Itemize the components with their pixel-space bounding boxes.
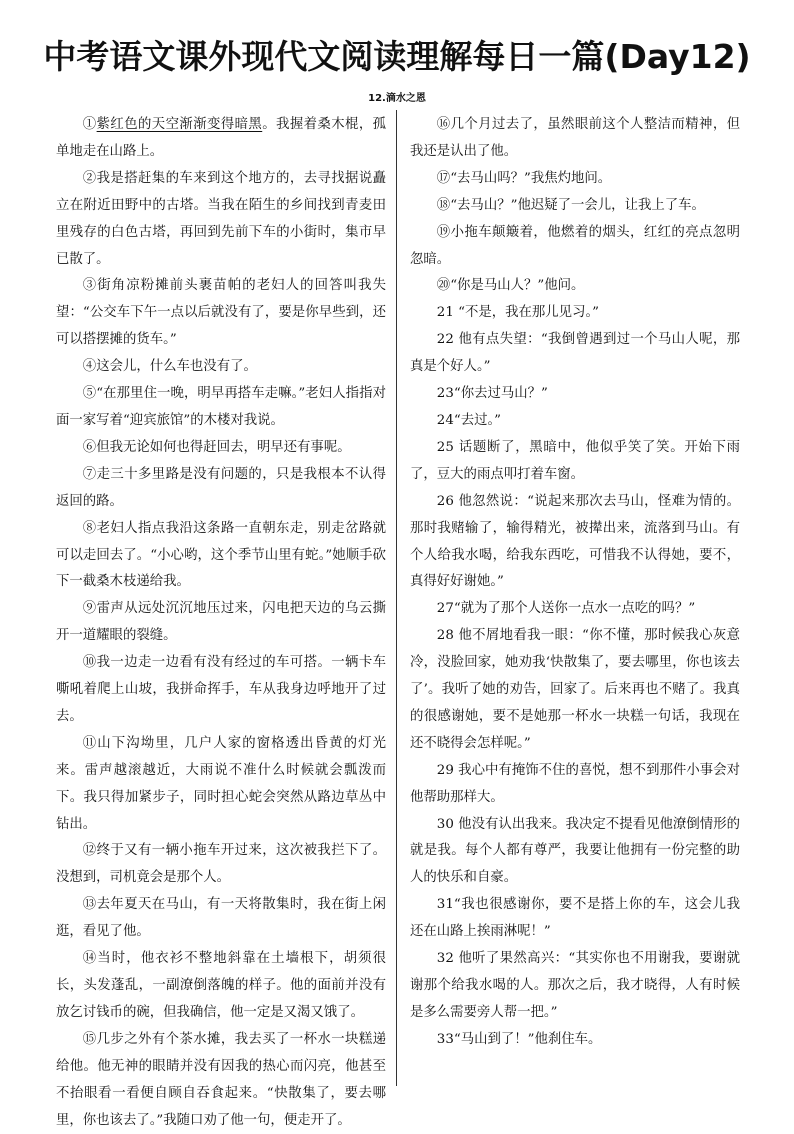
paragraph — [410, 166, 740, 193]
paragraph-text: “在那里住一晚，明早再搭车走嘛。”老妇人指指对面一家写着“迎宾旅馆”的木楼对我说。 — [56, 386, 386, 428]
paragraph-text: “我也很感谢你，要不是搭上你的车，这会儿我还在山路上挨雨淋呢！” — [410, 897, 740, 940]
paragraph-number: ⑨ — [82, 601, 97, 617]
paragraph — [56, 354, 386, 381]
paragraph-text: “你去过马山？” — [453, 386, 548, 402]
paragraph-number: 33 — [436, 1031, 454, 1047]
paragraph — [410, 300, 740, 327]
paragraph-text: 小拖车颠簸着，他燃着的烟头，红红的亮点忽明忽暗。 — [410, 224, 741, 267]
paragraph-text: 但我无论如何也得赶回去，明早还有事呢。 — [96, 439, 351, 455]
paragraph — [56, 892, 386, 946]
paragraph-text: 终于又有一辆小拖车开过来，这次被我拦下了。没想到，司机竟会是那个人。 — [56, 843, 387, 886]
paragraph-text: “你是马山人？”他问。 — [450, 278, 585, 294]
paragraph-number: ⑫ — [82, 843, 97, 859]
paragraph-number: ⑰ — [436, 170, 451, 186]
paragraph-text: 街角凉粉摊前头裹苗帕的老妇人的回答叫我失望：“公交车下午一点以后就没有了，要是你早些到，还可以搭摆摊的货车。” — [56, 278, 387, 348]
paragraph — [410, 489, 740, 597]
paragraph-number: ⑱ — [436, 197, 451, 213]
paragraph — [56, 516, 386, 597]
paragraph-number: ⑧ — [82, 520, 97, 536]
paragraph-number: 24 — [436, 412, 454, 428]
paragraph-number: 23 — [436, 386, 454, 402]
paragraph-text: 几个月过去了，虽然眼前这个人整洁而精神，但我还是认出了他。 — [410, 117, 741, 159]
paragraph — [410, 812, 740, 893]
page-title: 中考语文课外现代文阅读理解每日一篇(Day12) — [43, 37, 751, 76]
paragraph — [410, 220, 740, 274]
paragraph — [410, 327, 740, 381]
paragraph-number: 29 — [436, 762, 459, 778]
paragraph-number: 22 — [436, 332, 459, 348]
paragraph — [56, 112, 386, 166]
paragraph-number: ⑥ — [82, 439, 97, 455]
paragraph-number: ⑬ — [82, 897, 97, 913]
paragraph — [410, 408, 740, 435]
article-title: 12.滴水之恩 — [368, 93, 426, 104]
paragraph-text: 他不屑地看我一眼：“你不懂，那时候我心灰意冷，没脸回家，她劝我‘快散集了，要去哪里，你也该去了’。我听了她的劝告，回家了。后来再也不赌了。我真的很感谢她，要不是她那一杯水一块糕一句话，我现在还不晓得会怎样呢。” — [410, 628, 740, 751]
paragraph-text: 他没有认出我来。我决定不提看见他潦倒情形的就是我。每个人都有尊严，我要让他拥有一份完整的助人的快乐和自豪。 — [410, 816, 741, 886]
paragraph — [410, 193, 740, 220]
paragraph — [56, 731, 386, 839]
paragraph-number: ⑮ — [82, 1031, 97, 1047]
underlined-sentence: 紫红色的天空渐渐变得暗黑 — [96, 117, 263, 132]
paragraph — [410, 596, 740, 623]
paragraph — [56, 946, 386, 1027]
paragraph-text: “去过。” — [453, 412, 502, 428]
paragraph-number: 28 — [436, 628, 459, 644]
paragraph-text: 我一边走一边看有没有经过的车可搭。一辆卡车嘶吼着爬上山坡，我拼命挥手，车从我身边呼地开了过去。 — [56, 655, 387, 724]
paragraph-text: 我心中有掩饰不住的喜悦，想不到那件小事会对他帮助那样大。 — [410, 762, 741, 805]
paragraph-text: 他有点失望：“我倒曾遇到过一个马山人呢，那真是个好人。” — [410, 332, 740, 375]
paragraph-number: ① — [82, 117, 97, 132]
paragraph-text: 他听了果然高兴：“其实你也不用谢我，要谢就谢那个给我水喝的人。那次之后，我才晓得，人有时候是多么需要旁人帮一把。” — [410, 951, 740, 1020]
paragraph-text: “马山到了！”他刹住车。 — [453, 1031, 602, 1047]
paragraph-number: ② — [82, 170, 97, 186]
paragraph-text: “就为了那个人送你一点水一点吃的吗？” — [453, 601, 696, 617]
paragraph — [410, 1027, 740, 1054]
paragraph-number: 32 — [436, 951, 459, 967]
paragraph — [56, 273, 386, 354]
paragraph — [56, 1027, 386, 1134]
paragraph — [56, 435, 386, 462]
paragraph-number: ⑦ — [82, 466, 97, 482]
paragraph — [56, 166, 386, 274]
paragraph — [56, 596, 386, 650]
paragraph-number: ⑯ — [436, 117, 451, 132]
paragraph — [410, 623, 740, 758]
paragraph-number: 26 — [436, 493, 459, 509]
paragraph — [410, 435, 740, 489]
paragraph-text: 我是搭赶集的车来到这个地方的，去寻找据说矗立在附近田野中的古塔。当我在陌生的乡间找到青麦田里残存的白色古塔，再回到先前下车的小街时，集市早已散了。 — [56, 170, 387, 267]
paragraph — [410, 273, 740, 300]
paragraph — [410, 758, 740, 812]
paragraph — [56, 650, 386, 731]
paragraph-text: “不是，我在那儿见习。” — [458, 305, 599, 321]
paragraph — [56, 381, 386, 435]
paragraph — [410, 112, 740, 166]
paragraph-number: ⑲ — [436, 224, 451, 240]
paragraph-text: 几步之外有个茶水摊，我去买了一杯水一块糕递给他。他无神的眼睛并没有因我的热心而闪亮，他甚至不抬眼看一看便自顾自吞食起来。“快散集了，要去哪里，你也该去了。”我随口劝了他一句，便走开了。 — [56, 1031, 387, 1128]
right-column — [410, 112, 740, 1054]
paragraph-number: 31 — [436, 897, 454, 913]
paragraph-text: 他忽然说：“说起来那次去马山，怪难为情的。那时我赌输了，输得精光，被撵出来，流落到马山。有个人给我水喝，给我东西吃，可惜我不认得她，要不，真得好好谢她。” — [410, 493, 740, 590]
paragraph-text: 去年夏天在马山，有一天将散集时，我在街上闲逛，看见了他。 — [56, 897, 387, 940]
paragraph-number: 27 — [436, 601, 454, 617]
paragraph-number: ⑳ — [436, 278, 451, 294]
paragraph-text: 当时，他衣衫不整地斜靠在土墙根下，胡须很长，头发蓬乱，一副潦倒落魄的样子。他的面前并没有放乞讨钱币的碗，但我确信，他一定是又渴又饿了。 — [56, 951, 387, 1020]
paragraph — [56, 462, 386, 516]
paragraph — [56, 838, 386, 892]
paragraph-text: 这会儿，什么车也没有了。 — [96, 359, 257, 375]
paragraph-number: 25 — [436, 439, 459, 455]
paragraph — [410, 946, 740, 1027]
paragraph-number: ⑪ — [82, 735, 98, 751]
paragraph-text: 。我握着桑木棍，孤单地走在山路上。 — [56, 117, 387, 159]
paragraph — [410, 892, 740, 946]
paragraph-number: 30 — [436, 816, 459, 832]
paragraph-number: ③ — [82, 278, 98, 294]
paragraph-number: 21 — [436, 305, 459, 321]
left-column — [56, 112, 386, 1134]
paragraph-text: “去马山？”他迟疑了一会儿，让我上了车。 — [450, 197, 705, 213]
paragraph-text: 老妇人指点我沿这条路一直朝东走，别走岔路就可以走回去了。“小心哟，这个季节山里有蛇。”她顺手砍下一截桑木枝递给我。 — [56, 520, 387, 590]
paragraph — [410, 381, 740, 408]
paragraph-number: ⑩ — [82, 655, 97, 671]
paragraph-text: 雷声从远处沉沉地压过来，闪电把天边的乌云撕开一道耀眼的裂缝。 — [56, 601, 387, 644]
paragraph-text: 话题断了，黑暗中，他似乎笑了笑。开始下雨了，豆大的雨点叩打着车窗。 — [410, 439, 741, 482]
paragraph-number: ⑤ — [82, 386, 97, 402]
paragraph-number: ④ — [82, 359, 97, 375]
paragraph-text: 山下沟坳里，几户人家的窗格透出昏黄的灯光来。雷声越滚越近，大雨说不准什么时候就会瓢泼而下。我只得加紧步子，同时担心蛇会突然从路边草丛中钻出。 — [56, 735, 387, 832]
paragraph-text: 走三十多里路是没有问题的，只是我根本不认得返回的路。 — [56, 466, 387, 509]
paragraph-text: “去马山吗？”我焦灼地问。 — [450, 170, 612, 186]
column-divider — [396, 110, 397, 1086]
paragraph-number: ⑭ — [82, 951, 98, 967]
